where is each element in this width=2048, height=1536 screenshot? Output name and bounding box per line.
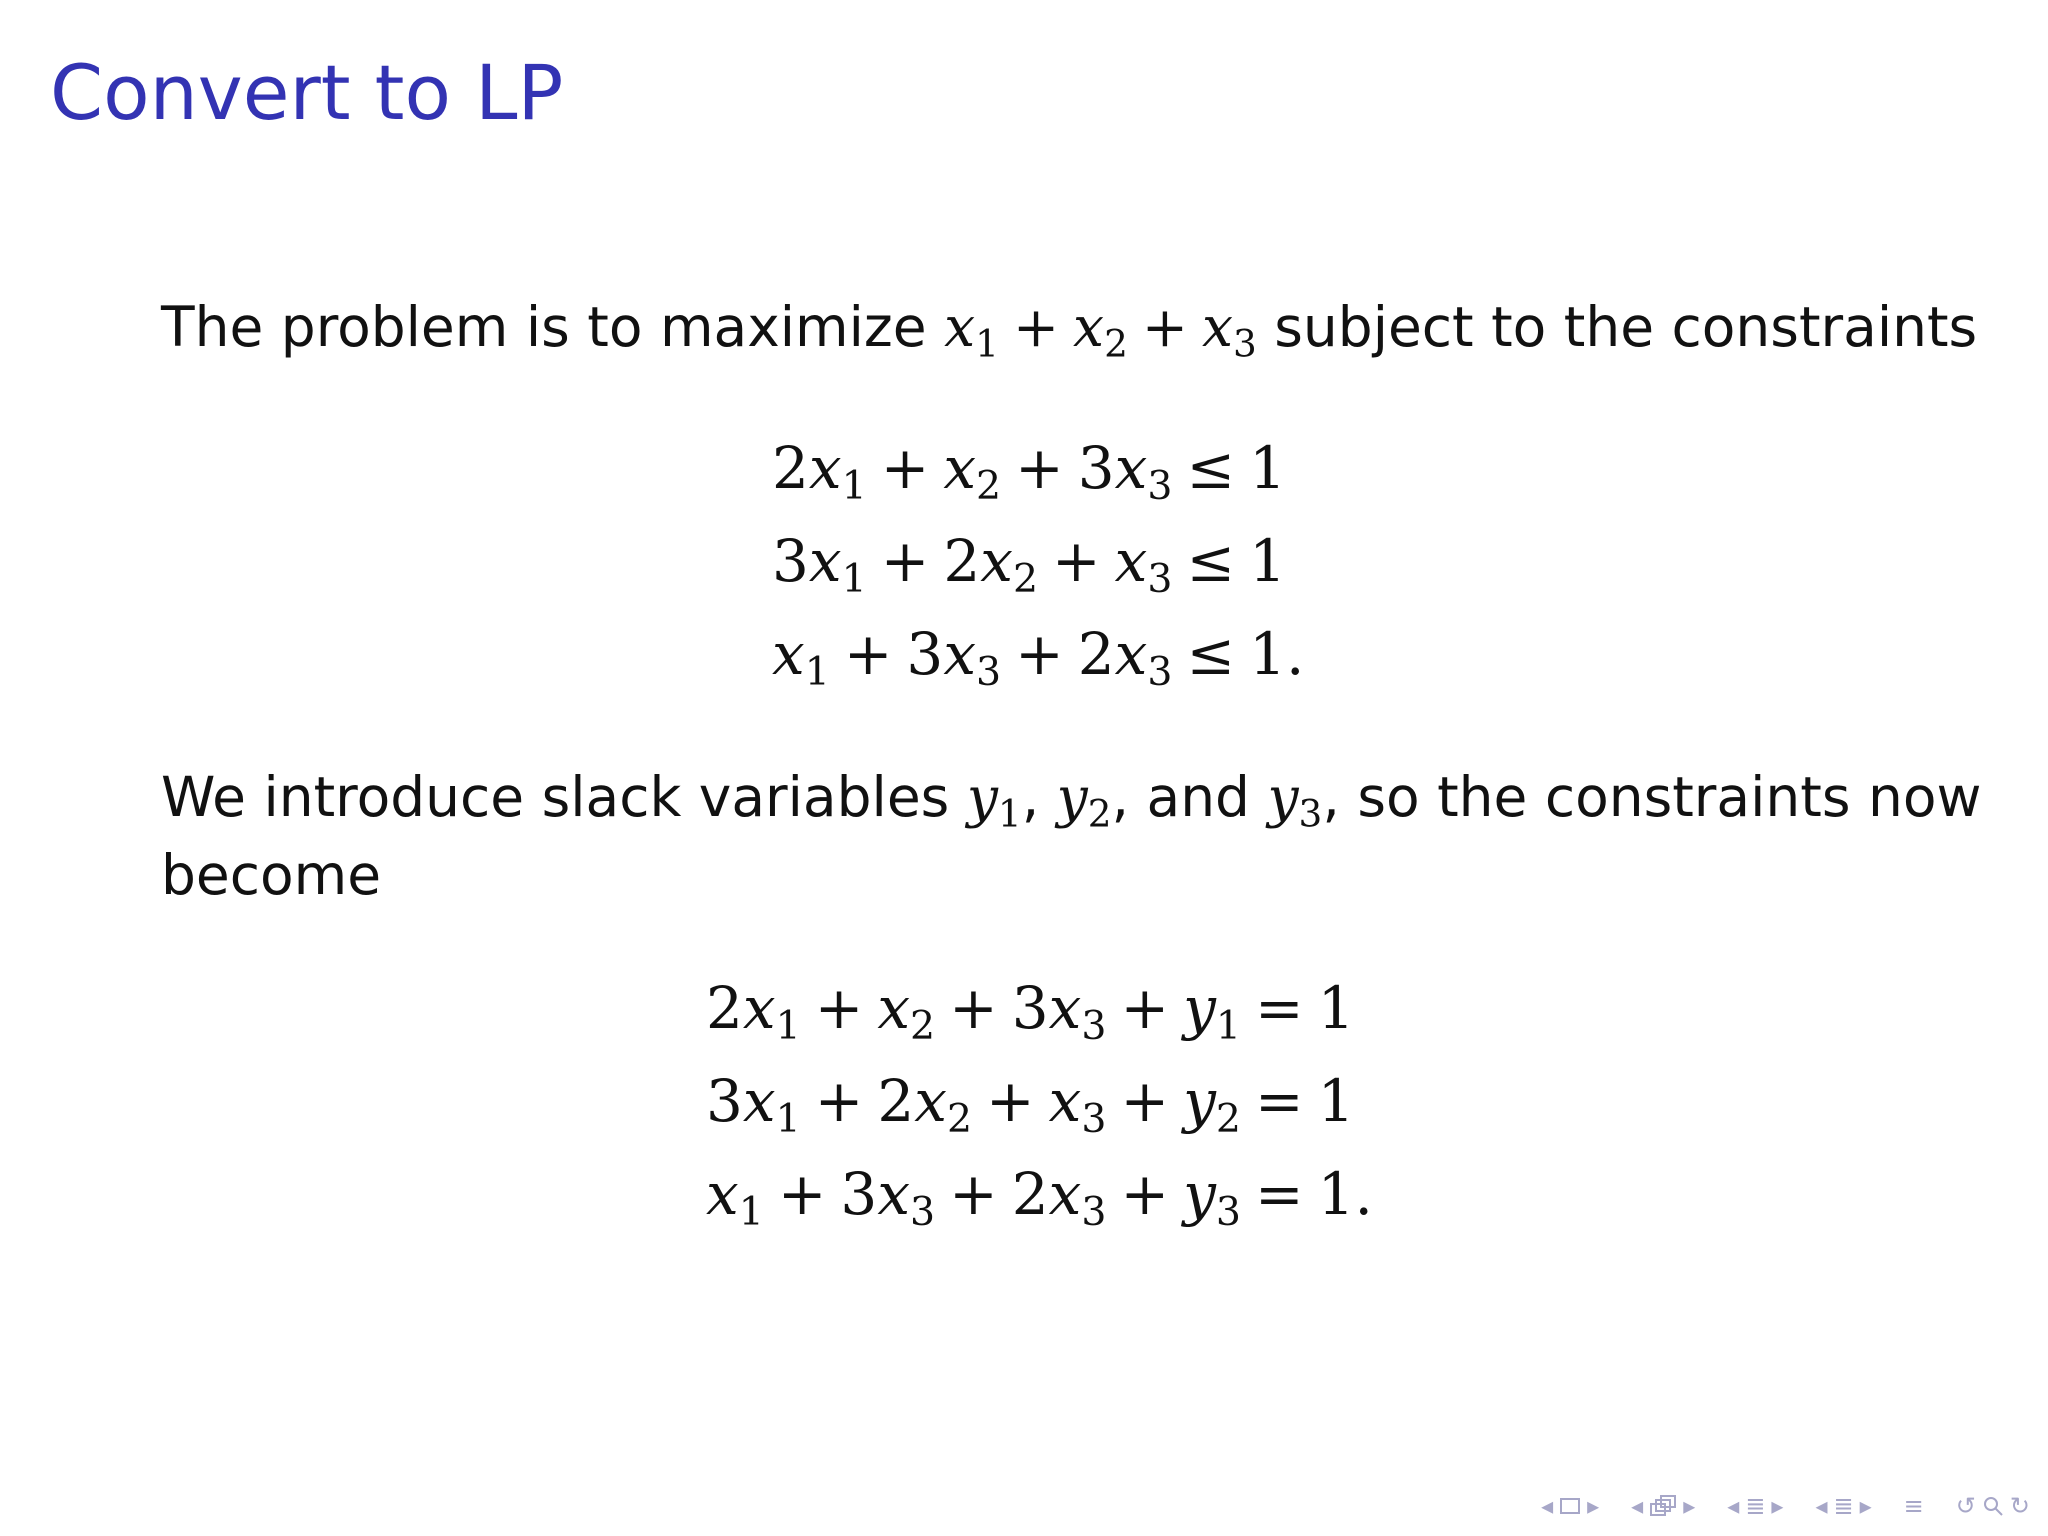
inequality-constraints [772,422,1304,701]
align-icon[interactable]: ≡ [1903,1492,1924,1520]
search-icon[interactable] [1982,1495,2004,1517]
arrow-right-icon[interactable]: ▸ [1859,1492,1872,1520]
slide-title: Convert to LP [50,48,564,137]
arrow-left-icon[interactable]: ◂ [1815,1492,1828,1520]
constraint-row: $x_1 + 3x_3 + 2x_3 \le 1$. [772,620,1305,696]
redo-icon[interactable]: ↻ [2009,1492,2030,1520]
undo-icon[interactable]: ↺ [1955,1492,1976,1520]
constraint-row: $2x_1 + x_2 + 3x_3 \le 1$ [772,434,1286,510]
objective-expression: $x_1 + x_2 + x_3$ [944,295,1257,366]
constraint-row: $3x_1 + 2x_2 + x_3 + y_2 = 1$ [706,1067,1355,1143]
constraint-row: $2x_1 + x_2 + 3x_3 + y_1 = 1$ [706,974,1355,1050]
constraint-row: $3x_1 + 2x_2 + x_3 \le 1$ [772,527,1286,603]
arrow-left-icon[interactable]: ◂ [1541,1492,1554,1520]
subsection-nav-group [1631,1492,1695,1520]
and-text: and [1146,765,1250,829]
problem-text: The problem is to maximize [161,295,927,359]
arrow-right-icon[interactable]: ▸ [1771,1492,1784,1520]
problem-statement [161,288,1978,366]
section-icon[interactable]: ≣ [1745,1492,1766,1520]
slack-line-1: We introduce slack variables $y_1$, $y_2$, and $y_3$, so the constraints now [161,765,1982,836]
frame-icon[interactable] [1559,1497,1581,1515]
slack-statement [161,758,1982,914]
presentation-nav-group [1815,1492,1871,1520]
problem-tail-text: subject to the constraints [1274,295,1978,359]
slack-line-2: become [161,843,382,907]
slack-tail-text: so the constraints now [1357,765,1982,829]
subsection-icon[interactable] [1649,1494,1677,1518]
beamer-navigation [1541,1486,2030,1526]
slack-text: We introduce slack variables [161,765,950,829]
arrow-left-icon[interactable]: ◂ [1727,1492,1740,1520]
arrow-left-icon[interactable]: ◂ [1631,1492,1644,1520]
arrow-right-icon[interactable]: ▸ [1683,1492,1696,1520]
frame-nav-group [1541,1492,1599,1520]
section-nav-group [1727,1492,1783,1520]
constraint-row: $x_1 + 3x_3 + 2x_3 + y_3 = 1$. [706,1160,1373,1236]
appendix-nav-group [1904,1492,1924,1520]
equality-constraints [706,962,1373,1241]
search-nav-group [1956,1492,2030,1520]
arrow-right-icon[interactable]: ▸ [1587,1492,1600,1520]
align-icon[interactable]: ≣ [1833,1492,1854,1520]
